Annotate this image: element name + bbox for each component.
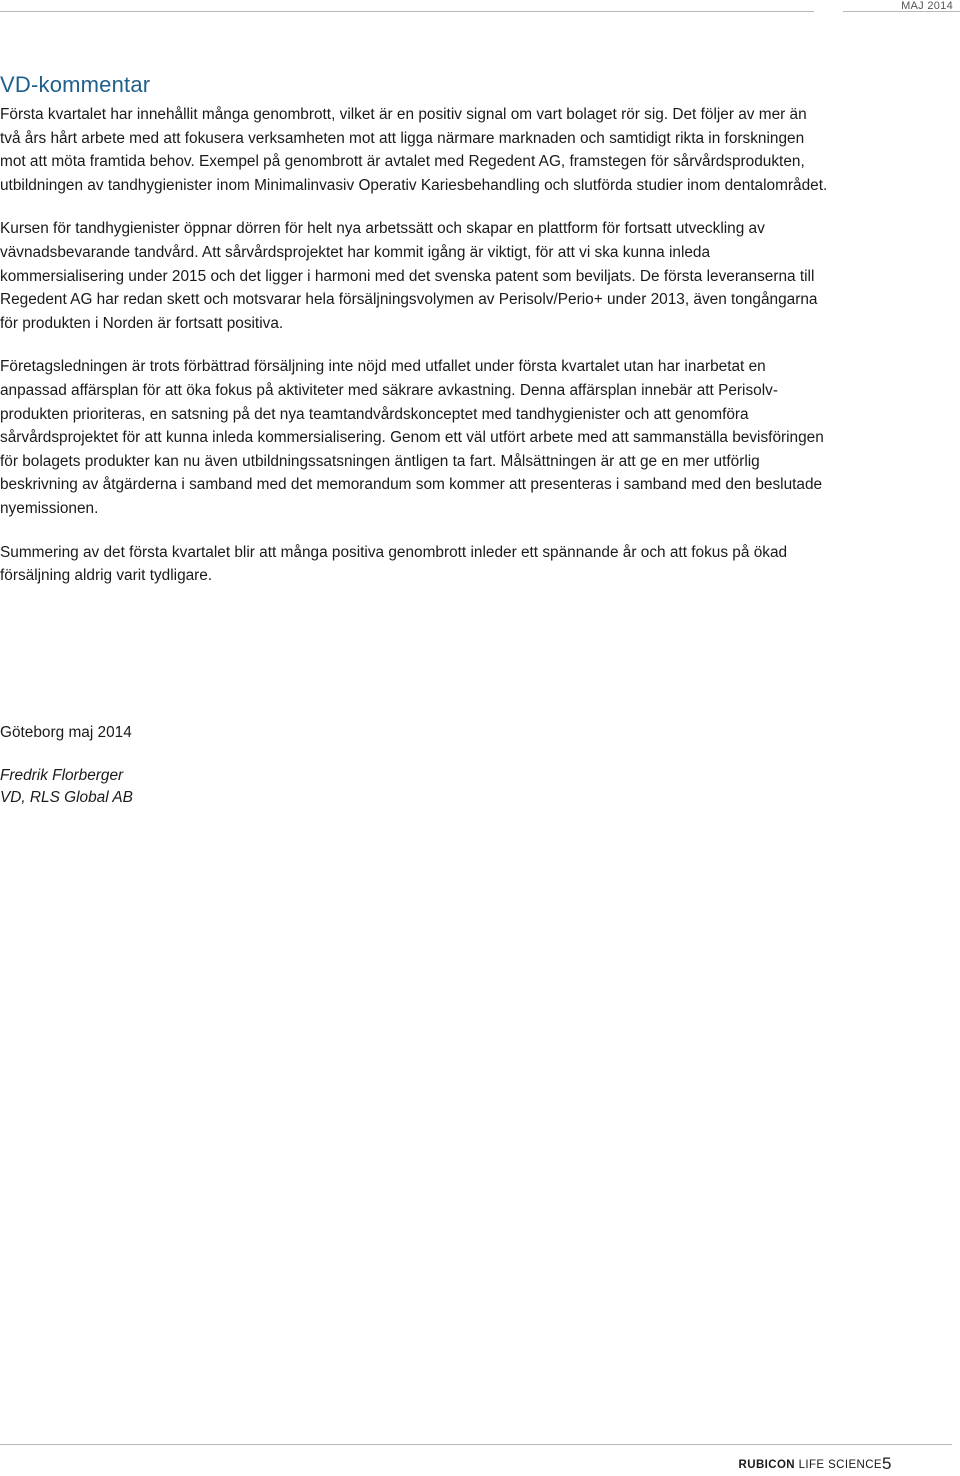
- signature-block: [0, 765, 133, 809]
- place-date: Göteborg maj 2014: [0, 724, 132, 741]
- footer-brand: [739, 1455, 882, 1475]
- paragraph: Summering av det första kvartalet blir att många positiva genombrott inleder ett spännande år och att fokus på ökad försäljning aldrig varit tydligare.: [0, 543, 788, 585]
- page-number: 5: [882, 1454, 892, 1473]
- paragraph: Första kvartalet har innehållit många genombrott, vilket är en positiv signal om vart bolaget rör sig. Det följer av mer än två års hårt arbete med att fokusera verksamheten mot att ligga närmare marknaden och samtidigt rikta in forskningen mot att möta framtida behov. Exempel på genombrott är avtalet med Regedent AG, framstegen för sårvårdsprodukten, utbildningen av tandhygienister inom Minimalinvasiv Operativ Kariesbehandling och slutförda studier inom dentalområdet.: [0, 106, 828, 194]
- header-date: MAJ 2014: [901, 0, 953, 12]
- brand-name-rest: LIFE SCIENCE: [795, 1459, 882, 1471]
- signer-name: Fredrik Florberger: [0, 767, 124, 784]
- article-body: [0, 103, 830, 608]
- paragraph: Företagsledningen är trots förbättrad försäljning inte nöjd med utfallet under första kvartalet utan har inarbetat en anpassad affärsplan för att öka fokus på aktiviteter med säkrare avkastning. Denna affärsplan innebär att Perisolv-produkten prioriteras, en satsning på det nya teamtandvårdskonceptet med tandhygienister och att genomföra sårvårdsprojektet för att kunna inleda kommersialisering. Genom ett väl utfört arbete med att sammanställa bevisföringen för bolagets produkter kan nu även utbildningssatsningen äntligen ta fart. Målsättningen är att ge en mer utförlig beskrivning av åtgärderna i samband med det memorandum som kommer att presenteras i samband med den beslutade nyemissionen.: [0, 358, 824, 517]
- page-title: VD-kommentar: [0, 72, 151, 97]
- paragraph: Kursen för tandhygienister öppnar dörren för helt nya arbetssätt och skapar en plattform för fortsatt utveckling av vävnadsbevarande tandvård. Att sårvårdsprojektet har kommit igång är viktigt, för att vi ska kunna inleda kommersialisering under 2015 och det ligger i harmoni med det svenska patent som beviljats. De första leveranserna till Regedent AG har redan skett och motsvarar hela försäljningsvolymen av Perisolv/Perio+ under 2013, även tongångarna för produkten i Norden är fortsatt positiva.: [0, 220, 818, 332]
- footer-rule: [0, 1444, 952, 1445]
- header-rule: [0, 11, 814, 12]
- brand-name-bold: RUBICON: [738, 1459, 795, 1471]
- signer-title: VD, RLS Global AB: [0, 789, 133, 806]
